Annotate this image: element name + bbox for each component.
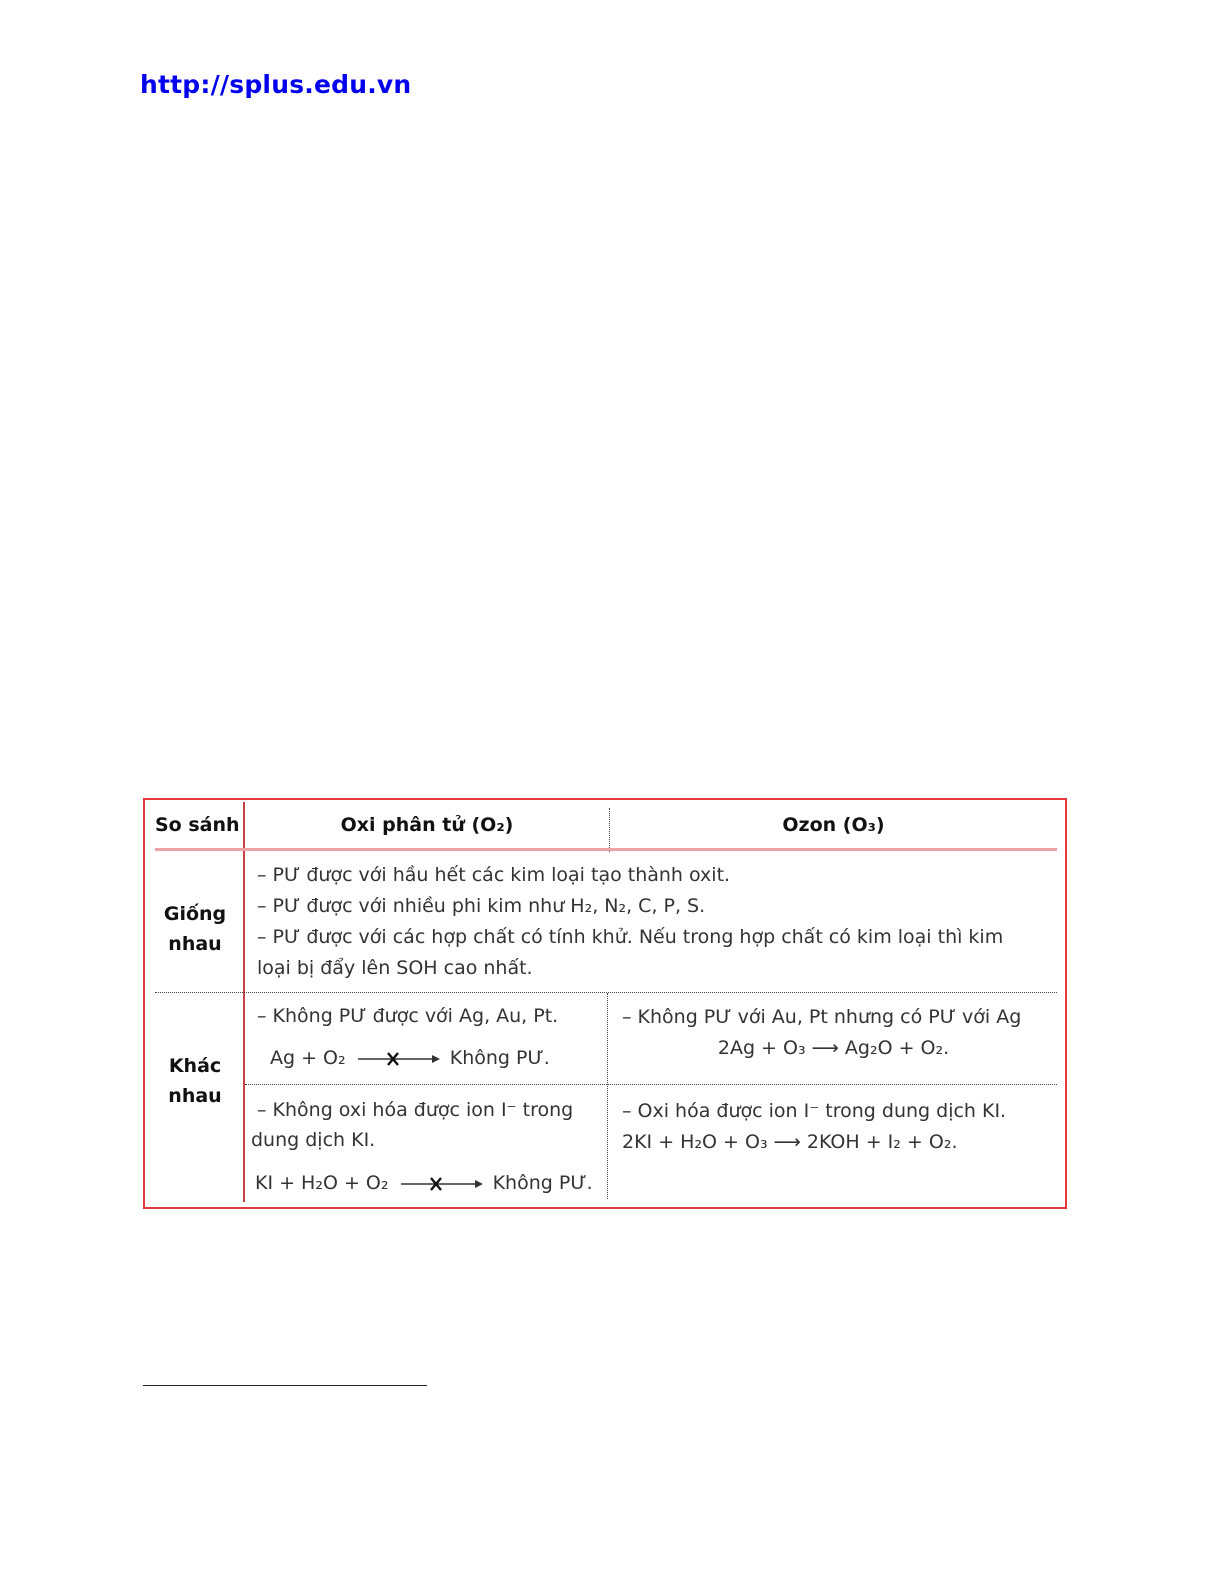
different-label-1: Khác	[168, 1055, 222, 1077]
similar-label-2: nhau	[168, 933, 222, 955]
table-divider-main	[243, 802, 245, 1202]
o3-row2-equation: 2KI + H₂O + O₃ ⟶ 2KOH + I₂ + O₂.	[622, 1131, 958, 1153]
similar-label-1: Giống	[163, 903, 227, 925]
source-url[interactable]: http://splus.edu.vn	[140, 70, 412, 99]
no-reaction-arrow-icon	[356, 1051, 440, 1067]
similar-line: loại bị đẩy lên SOH cao nhất.	[257, 957, 533, 979]
table-header-rule	[155, 848, 1057, 851]
o3-row1-equation: 2Ag + O₃ ⟶ Ag₂O + O₂.	[717, 1037, 950, 1059]
o2-row2-text: – Không oxi hóa được ion I⁻ trong	[257, 1099, 574, 1121]
o3-row2-text: – Oxi hóa được ion I⁻ trong dung dịch KI.	[622, 1100, 1007, 1122]
o2-row2-text: dung dịch KI.	[251, 1129, 376, 1151]
o2-row1-equation	[270, 1047, 550, 1069]
table-subrow-rule	[245, 1084, 1057, 1085]
header-compare: So sánh	[155, 814, 240, 836]
different-label-2: nhau	[168, 1085, 222, 1107]
header-o2: Oxi phân tử (O₂)	[340, 814, 514, 836]
o2-row2-eq-left: KI + H₂O + O₂	[255, 1172, 389, 1194]
o2-row1-eq-left: Ag + O₂	[270, 1047, 346, 1069]
no-reaction-arrow-icon	[399, 1176, 483, 1192]
table-row-rule	[155, 992, 1057, 993]
similar-line: – PƯ được với các hợp chất có tính khử. Nếu trong hợp chất có kim loại thì kim	[257, 926, 1004, 948]
header-o3: Ozon (O₃)	[782, 814, 885, 836]
o2-row2-equation	[255, 1172, 593, 1194]
similar-line: – PƯ được với nhiều phi kim như H₂, N₂, C, P, S.	[257, 895, 706, 917]
o2-row1-text: – Không PƯ được với Ag, Au, Pt.	[257, 1005, 559, 1027]
o3-row1-text: – Không PƯ với Au, Pt nhưng có PƯ với Ag	[622, 1006, 1022, 1028]
footnote-separator	[143, 1385, 427, 1386]
o2-row2-eq-right: Không PƯ.	[492, 1172, 593, 1194]
o2-row1-eq-right: Không PƯ.	[449, 1047, 550, 1069]
similar-line: – PƯ được với hầu hết các kim loại tạo thành oxit.	[257, 864, 731, 886]
table-divider-body	[607, 993, 608, 1199]
